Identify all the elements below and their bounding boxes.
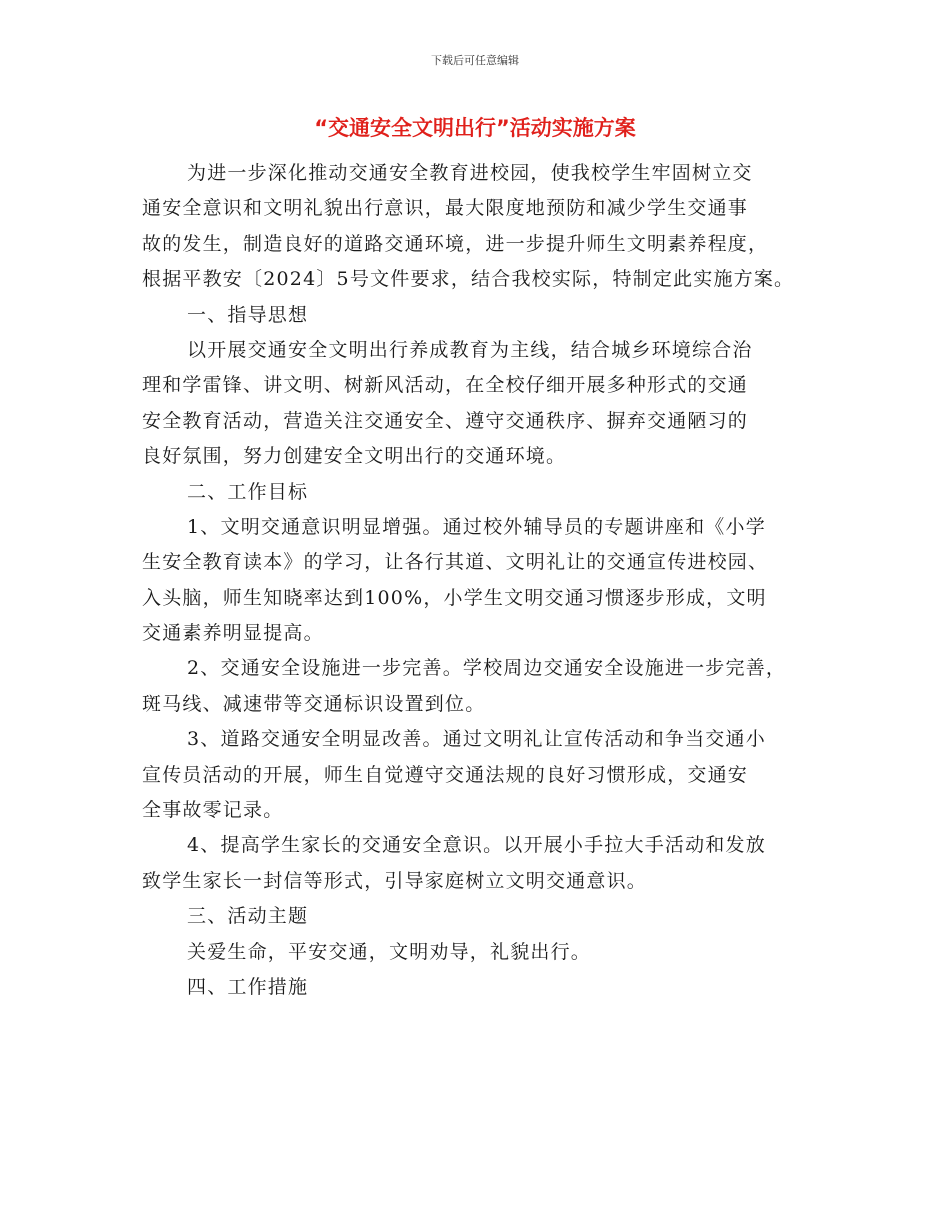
text-line: 生安全教育读本》的学习，让各行其道、文明礼让的交通宣传进校园、 xyxy=(142,551,769,574)
text-line: 3、道路交通安全明显改善。通过文明礼让宣传活动和争当交通小 xyxy=(187,728,766,751)
text-line: 以开展交通安全文明出行养成教育为主线，结合城乡环境综合治 xyxy=(187,338,753,361)
document-title: “交通安全文明出行”活动实施方案 xyxy=(314,116,636,140)
text-line: 良好氛围，努力创建安全文明出行的交通环境。 xyxy=(142,445,567,468)
text-line: 全事故零记录。 xyxy=(142,799,284,822)
text-line: 为进一步深化推动交通安全教育进校园，使我校学生牢固树立交 xyxy=(187,162,753,184)
text-line: 入头脑，师生知晓率达到100%，小学生文明交通习惯逐步形成，文明 xyxy=(142,586,767,609)
text-line: 关爱生命，平安交通，文明劝导，礼貌出行。 xyxy=(187,940,592,963)
text-line: 交通素养明显提高。 xyxy=(142,622,324,645)
text-line: 一、指导思想 xyxy=(187,303,309,326)
text-line: 理和学雷锋、讲文明、树新风活动，在全校仔细开展多种形式的交通 xyxy=(142,374,749,397)
text-line: 通安全意识和文明礼貌出行意识，最大限度地预防和减少学生交通事 xyxy=(142,197,749,220)
text-line: 三、活动主题 xyxy=(187,905,309,928)
text-line: 1、文明交通意识明显增强。通过校外辅导员的专题讲座和《小学 xyxy=(187,515,766,538)
header-note: 下载后可任意编辑 xyxy=(431,54,519,67)
text-line: 致学生家长一封信等形式，引导家庭树立文明交通意识。 xyxy=(142,869,648,892)
text-line: 宣传员活动的开展，师生自觉遵守交通法规的良好习惯形成，交通安 xyxy=(142,763,749,786)
text-line: 安全教育活动，营造关注交通安全、遵守交通秩序、摒弃交通陋习的 xyxy=(142,409,749,432)
document-body xyxy=(142,156,810,1005)
text-line: 4、提高学生家长的交通安全意识。以开展小手拉大手活动和发放 xyxy=(187,834,766,857)
text-line: 根据平教安〔2024〕5号文件要求，结合我校实际，特制定此实施方案。 xyxy=(142,268,795,291)
text-line: 斑马线、减速带等交通标识设置到位。 xyxy=(142,692,486,715)
text-line: 二、工作目标 xyxy=(187,480,309,503)
text-line: 四、工作措施 xyxy=(187,975,309,998)
text-line: 2、交通安全设施进一步完善。学校周边交通安全设施进一步完善， xyxy=(187,657,787,680)
text-line: 故的发生，制造良好的道路交通环境，进一步提升师生文明素养程度， xyxy=(142,232,769,255)
